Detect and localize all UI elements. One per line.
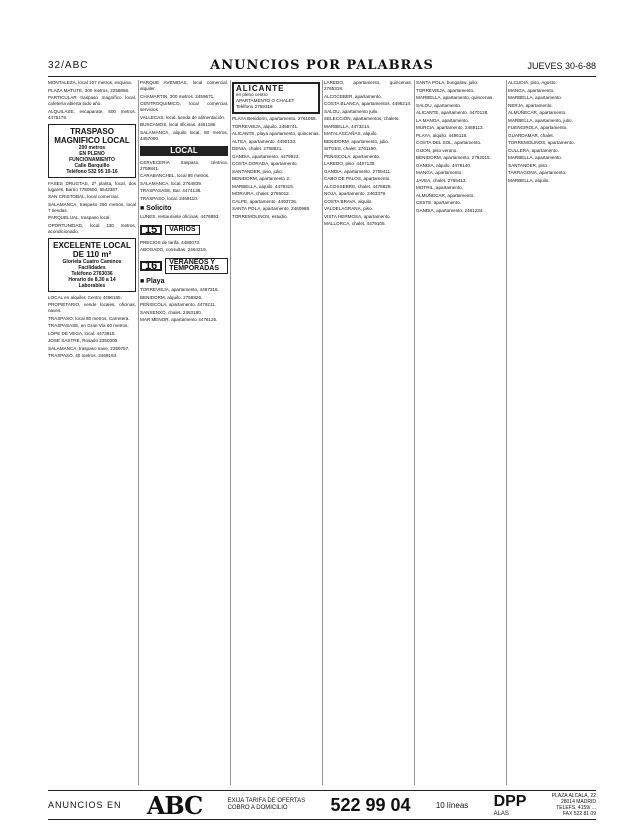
classified-ad: GANDIA, apartamento. 4479923. (232, 153, 300, 159)
classified-ad: SALOU, apartamento julio. (324, 108, 379, 114)
classified-ad: ALTEA, apartamento. 4490133. (232, 138, 297, 144)
classified-ad: PLAYA, alquilo. 4496118. (416, 132, 468, 138)
page-header (48, 58, 596, 77)
alicante-line: en pleno centro (236, 92, 268, 97)
classified-ad: SITGES, chalet. 2761190. (324, 146, 378, 151)
classified-ad: TORREVIEJA, alquilo. 2458741. (232, 123, 299, 129)
footer-text (228, 798, 306, 812)
page-number-label: 32/ABC (48, 60, 89, 71)
classified-ad: TORREVIEJA, apartamento. (416, 87, 475, 93)
classified-ad: PROPIETARIO, vende locales, oficinas, naves. (48, 302, 136, 313)
subsection-heading: ■ Playa (140, 278, 165, 285)
section-heading (140, 225, 228, 235)
footer-address (552, 793, 596, 817)
classified-ad: MARBELLA, alquilo. 4479315. (232, 183, 295, 189)
section-title: ANUNCIOS POR PALABRAS (210, 58, 434, 73)
boxed-ad-line: Laborables (78, 282, 106, 289)
classified-ad: SANTANDER, piso, julio. (232, 168, 283, 174)
alicante-line: Teléfono 2759318 (236, 104, 273, 109)
classified-column (140, 80, 228, 785)
classified-ad: TRASPASO, local 80 metros. Carretera. (48, 315, 130, 321)
classified-ad: MARBELLA, alquilo. (508, 177, 550, 183)
classified-ad: JOSE SASTRE, Rosado 2350300. (48, 338, 119, 343)
classified-ad: LUNES, restaurante oficinas. 4476893. (140, 213, 220, 219)
agency-name: DPP (493, 792, 527, 810)
alicante-line: APARTAMENTO O CHALET (236, 98, 295, 103)
classified-column (232, 80, 320, 785)
classified-ad: MOTRIL, apartamento. (416, 185, 463, 190)
boxed-ad (48, 124, 136, 178)
classified-ad: NOJA, apartamento. 2463379. (324, 191, 387, 196)
classified-column (508, 80, 596, 785)
classified-ad: MORAIRA, chalet. 2765012. (232, 191, 290, 196)
classified-ad: COSTA BLANCA, apartamentos. 4496214. (324, 101, 412, 106)
classified-ad: TORREMOLINOS, apartamento. (508, 140, 575, 145)
boxed-ad-line: TRASPASO (70, 126, 114, 136)
classified-ad: SAN CRISTOBAL, local comercial. (48, 194, 119, 199)
footer-text-line: COBRO A DOMICILIO (227, 805, 288, 811)
address-line: FAX 522 81 09 (562, 811, 596, 817)
footer-phone: 522 99 04 (330, 794, 411, 815)
classified-ad: CESTE, apartamento. (416, 200, 461, 205)
classified-ad: GANDIA, alquilo. 4478140. (416, 162, 472, 168)
classified-ad: ALQUILASE, escaparate, 500 metros. 4475179. (48, 108, 136, 120)
column-rule (138, 80, 139, 785)
classifieds-grid (48, 80, 596, 785)
column-rule (322, 80, 323, 785)
classified-ad: SALAMANCA, traspaso 260 metros, local 7 tiendas. (48, 201, 136, 213)
classified-ad: SALAMANCA, traspaso nave, 2269757. (48, 345, 130, 351)
column-rule (230, 80, 231, 785)
classified-ad: FASES DRUGTAS, 2ª planta, local, dos lugares. Barrio 7780500, 5542387. (48, 180, 136, 192)
classified-ad: MARBELLA, 4473214. (324, 123, 371, 129)
boxed-ad-line: Horario de 8,30 a 14 (68, 276, 116, 283)
classified-ad: CERVECERIA traspaso, céntrica. 2759841. (140, 159, 228, 171)
classified-ad: TORREMOLINOS, estudio. (232, 213, 288, 219)
classified-ad: COSTA DORADA, apartamento. (232, 161, 298, 166)
classified-ad: COSTA DEL SOL, apartamento. (416, 140, 482, 145)
boxed-ad-line: EXCELENTE LOCAL (53, 240, 131, 250)
classified-ad: PEÑISCOLA, apartamento. 4479211. (140, 302, 217, 307)
issue-date: JUEVES 30-6-88 (527, 61, 596, 71)
boxed-ad-line: 200 metros (78, 144, 106, 151)
section-banner: LOCAL (140, 146, 228, 156)
classified-column (416, 80, 504, 785)
classified-ad: OPORTUNIDAD, local 130 metros, acondicionado. (48, 222, 136, 234)
footer-text-line: EXIJA TARIFA DE OFERTAS (227, 798, 306, 804)
footer-label: ANUNCIOS EN (48, 800, 122, 810)
classified-ad: ALMUÑECAR, apartamento. (508, 110, 567, 115)
boxed-ad-line: Teléfono 532 95 10-16 (66, 168, 118, 175)
classified-ad: BENIDORM, alquilo. 2758826. (140, 294, 203, 300)
section-label: VERANEOS Y TEMPORADAS (165, 258, 228, 274)
boxed-ad (48, 238, 136, 292)
classified-ad: SALAMANCA, local. 2764839. (140, 180, 203, 186)
classified-ad: LAREDO, piso. 4487130. (324, 161, 376, 166)
classified-column (48, 80, 136, 785)
boxed-ad-line: Glorieta Cuatro Caminos (62, 258, 122, 265)
classified-ad: VALLECAS, local, tienda de alimentación. (140, 114, 226, 120)
classified-ad: PLAZA MATUTE, 300 metros, 2258856. (48, 87, 130, 93)
classified-ad: MATALASCAÑAS, alquilo. (324, 131, 378, 136)
classified-ad: CABO DE PALOS, apartamento. (324, 176, 391, 181)
classified-ad: TARRAGONA, apartamento. (508, 170, 567, 175)
classified-ad: PEÑISCOLA, apartamento. (324, 153, 380, 159)
address-line: 28014 MADRID (560, 799, 596, 805)
classified-ad: LA MANGA, apartamento. (416, 117, 470, 123)
section-number: 16 (140, 261, 162, 271)
classified-ad: MALLORCA, chalet. 4479105. (324, 221, 386, 226)
classified-ad: CARABANCHEL, local 85 metros. (140, 173, 210, 178)
subsection-heading: ■ Solicito (140, 204, 172, 212)
classified-ad: TRASPASO, 40 metros. 2469163. (48, 353, 118, 358)
classified-ad: SALAMANCA, alquilo local, 80 metros, 4457000. (140, 129, 228, 141)
classified-ad: TRASPASO, local. 2469110. (140, 195, 199, 201)
classified-ad: GANDIA, apartamento. 2759411. (324, 168, 392, 174)
agency-logo (494, 793, 527, 818)
classified-ad: ALCUDIA, piso, Agosto. (508, 80, 557, 85)
classified-ad: PLAYA Benidorm, apartamento. 2761055. (232, 116, 317, 121)
boxed-ad-line: EN PLENO (79, 150, 105, 157)
classified-ad: SALOU, apartamento. (416, 102, 462, 108)
classified-ad: MANGA, apartamento. (508, 87, 555, 93)
footer-lines: 10 líneas (435, 800, 469, 810)
classified-ad: BENIDORM, apartamento 2. (232, 176, 291, 181)
classified-ad: MAR MENOR, apartamento 4476125. (140, 317, 218, 322)
agency-sub: ALAS (493, 810, 509, 817)
classified-ad: LAREDO, apartamento, quincenas. 2765318. (324, 80, 412, 91)
classified-ad: BENIDORM, apartamento. 2762015. (416, 155, 491, 160)
boxed-ad-line: Facilidades (78, 264, 106, 271)
classified-ad: FUENGIROLA, apartamento. (508, 125, 568, 130)
address-line: PLAZA ALCALA, 22 (551, 793, 596, 799)
alicante-ad (232, 82, 320, 114)
classified-ad: ABOGADO, consultas. 2464219. (140, 247, 207, 252)
alicante-title: ALICANTE (236, 84, 285, 93)
abc-logo: ABC (146, 790, 203, 820)
classified-ad: GANDIA, apartamento. 2461234. (416, 207, 484, 213)
classified-ad: SELECCION, apartamentos, chalets. (324, 116, 400, 121)
classified-ad: BUSCAMOS, local oficinas. 4451186. (140, 122, 217, 127)
classified-ad: TRASPASASE, en Gran Vía 60 metros. (48, 323, 129, 328)
classified-ad: MONTALEZA, local 107 metros, esquina. (48, 80, 132, 85)
section-number: 15 (140, 225, 162, 235)
classified-ad: DENIA, chalet. 2768821. (232, 146, 283, 151)
classified-ad: BENIDORM, apartamento, julio. (324, 138, 390, 144)
classified-ad: CULLERA, apartamento. (508, 147, 559, 153)
classified-ad: TRASPASASE, Bar. 4474138. (140, 188, 202, 193)
classified-ad: LOPE DE VEGA, local. 4473815. (48, 330, 116, 336)
classified-ad: CHAMARTIN, 300 metros. 2459671. (140, 93, 215, 99)
column-rule (414, 80, 415, 785)
classified-ad: ALICANTE, apartamento. 4470128. (416, 110, 489, 115)
classified-ad: PARTICULAR traspaso magnífico local, cafetería abierta todo año. (48, 95, 136, 106)
classified-column (324, 80, 412, 785)
classified-ad: PARQUE AVENIDAS, local comercial, alquiler. (140, 80, 228, 91)
classified-ad: ALCOSSEBRE, chalet. 4478829. (324, 183, 392, 189)
classified-ad: MANGA, apartamento. (416, 170, 463, 175)
classified-ad: SANTA POLA, bungalow, julio. (416, 80, 479, 85)
classified-ad: ALICANTE, playa apartamento, quincenas. (232, 131, 320, 136)
classified-ad: SANXENXO, chalet. 2463180. (140, 309, 203, 315)
address-line: TELEFS. 4159/ ... (556, 805, 596, 811)
classified-ad: JAVEA, chalet. 2765413. (416, 177, 467, 183)
column-rule (506, 80, 507, 785)
classified-ad: LOCAL en alquiler. Centro 4496165. (48, 294, 122, 300)
page-footer (48, 790, 596, 820)
boxed-ad-line: FUNCIONAMIENTO (69, 156, 115, 163)
classified-ad: ALCOCEBER, apartamento. (324, 93, 382, 99)
boxed-ad-line: MAGNIFICO LOCAL (54, 135, 130, 145)
classified-ad: GUARDAMAR, chalet. (508, 132, 554, 138)
boxed-ad-line: Calle Barquillo (74, 162, 110, 169)
boxed-ad-line: DE 110 m² (72, 249, 112, 259)
classified-ad: PARQUELUAL, traspaso local. (48, 215, 111, 220)
section-heading (140, 258, 228, 274)
boxed-ad-line: Teléfono 2763036 (71, 270, 113, 277)
classified-ad: MARBELLA, apartamento, julio. (508, 117, 573, 123)
classified-ad: CENTROQUIMICO, local comercial, servicios. (140, 101, 228, 112)
section-label: VARIOS (165, 225, 199, 235)
classified-ad: MURCIA, apartamento. 2469113. (416, 125, 484, 130)
classified-ad: SANTA POLA, apartamento. 2460988. (232, 206, 311, 211)
classified-ad: MARBELLA, apartamento. (508, 155, 563, 160)
classified-ad: NERJA, apartamento. (508, 102, 553, 108)
classified-ad: TORREVIEJA, apartamento, 4497316. (140, 287, 219, 292)
classified-ad: ALMUÑECAR, apartamento. (416, 192, 475, 198)
classified-ad: COSTA BRAVA, alquilo. (324, 198, 373, 204)
classified-ad: MARBELLA, apartamento, quincenas. (416, 95, 494, 100)
classified-ad: GIJON, piso verano. (416, 147, 458, 153)
classified-ad: SANTANDER, piso. (508, 162, 549, 168)
classified-ad: CALPE, apartamento. 4493726. (232, 198, 298, 204)
classified-ad: VISTA HERMOSA, apartamento. (324, 213, 391, 219)
classified-ad: VALDELAGRANA, piso. (324, 206, 373, 211)
classified-ad: PRECIOS de tarifa. 4480073. (140, 239, 201, 245)
classified-ad: MARBELLA, apartamento. (508, 95, 563, 100)
